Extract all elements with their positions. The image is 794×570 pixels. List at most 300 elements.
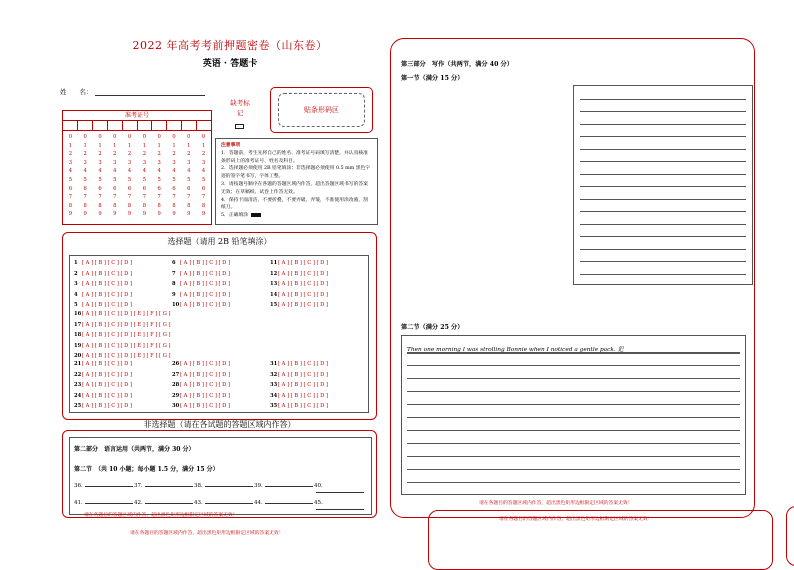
answer-options[interactable]: [ A ] [ B ] [ C ] [ D ]	[180, 281, 231, 287]
question-row[interactable]	[74, 311, 171, 317]
exam-id-digit[interactable]: 0	[127, 134, 132, 140]
question-number: 30	[172, 403, 180, 409]
exam-id-digit[interactable]: 3	[83, 159, 87, 166]
blank-number: 42.	[134, 500, 143, 506]
exam-id-digit[interactable]: 4	[127, 168, 132, 175]
question-number: 1	[74, 260, 78, 266]
writing-line[interactable]	[580, 161, 746, 162]
writing-line[interactable]	[407, 378, 740, 379]
exam-id-digit[interactable]: 4	[187, 168, 191, 175]
notice-fill-label: 5．正确填涂	[221, 213, 249, 219]
exam-id-digit[interactable]: 7	[83, 194, 87, 201]
blank-line[interactable]	[85, 503, 133, 504]
exam-id-digit[interactable]: 6	[201, 185, 206, 192]
exam-id-digit[interactable]: 5	[157, 176, 161, 183]
part3-title: 第三部分 写作（共两节，满分 40 分）	[401, 61, 513, 68]
multiple-choice-title: 选择题（请用 2B 铅笔填涂）	[167, 237, 272, 246]
exam-id-digit[interactable]: 7	[68, 194, 73, 201]
exam-id-digit[interactable]: 1	[157, 142, 161, 149]
writing-line[interactable]	[580, 149, 746, 150]
exam-id-digit[interactable]: 3	[142, 159, 147, 166]
exam-id-digit[interactable]: 1	[127, 142, 132, 149]
exam-id-digit[interactable]: 3	[201, 159, 206, 166]
writing-line[interactable]	[580, 99, 746, 100]
exam-id-digit[interactable]: 2	[187, 151, 191, 158]
writing-line[interactable]	[407, 365, 740, 366]
non-choice-title: 非选择题（请在各试题的答题区域内作答）	[143, 420, 296, 429]
exam-id-digit[interactable]: 5	[113, 176, 117, 183]
exam-id-digit[interactable]: 7	[201, 194, 206, 201]
exam-id-digit[interactable]: 5	[172, 176, 176, 183]
exam-id-column[interactable]	[167, 133, 182, 219]
exam-id-digit[interactable]: 2	[201, 151, 206, 158]
question-number: 4	[74, 291, 78, 298]
question-number: 13	[270, 281, 278, 287]
question-number: 26	[172, 361, 180, 367]
question-number: 33	[270, 382, 278, 388]
answer-options[interactable]: [ A ] [ B ] [ C ] [ D ]	[82, 291, 133, 298]
fill-blank[interactable]	[314, 483, 371, 495]
exam-id-digit[interactable]: 1	[142, 142, 147, 149]
exam-id-digit[interactable]: 1	[83, 142, 87, 149]
question-row[interactable]	[270, 393, 328, 399]
answer-options[interactable]: [ A ] [ B ] [ C ] [ D ]	[278, 291, 329, 298]
answer-options[interactable]: [ A ] [ B ] [ C ] [ D ]	[180, 291, 231, 298]
exam-id-digit[interactable]: 2	[113, 151, 117, 158]
exam-id-digit[interactable]: 0	[187, 134, 191, 140]
exam-id-digit[interactable]: 8	[172, 202, 176, 209]
exam-id-digit[interactable]: 6	[157, 185, 161, 192]
answer-options[interactable]: [ A ] [ B ] [ C ] [ D ] [ E ] [ F ] [ G ]	[82, 321, 171, 328]
notice-line: 2．选择题必须使用 2B 铅笔填涂；非选择题必须使用 0.5 mm 黑色字迹的签字笔书写，字体工整。	[221, 166, 371, 180]
exam-id-digit[interactable]: 0	[113, 134, 117, 140]
exam-id-digit[interactable]: 4	[98, 168, 102, 175]
question-number: 31	[270, 361, 278, 367]
exam-id-digit[interactable]: 9	[201, 211, 206, 218]
exam-id-digit[interactable]: 9	[172, 211, 176, 218]
question-number: 5	[74, 302, 78, 308]
answer-options[interactable]: [ A ] [ B ] [ C ] [ D ]	[278, 361, 329, 367]
exam-id-digit[interactable]: 9	[157, 211, 161, 218]
question-row[interactable]	[172, 393, 230, 399]
exam-id-column[interactable]	[196, 133, 211, 219]
writing-line[interactable]	[407, 391, 740, 392]
question-row[interactable]	[270, 361, 328, 367]
writing-section2-title: 第二节（满分 25 分）	[401, 324, 464, 331]
exam-id-digit[interactable]: 7	[187, 194, 191, 201]
blank-number: 36.	[74, 483, 83, 489]
exam-id-digit[interactable]: 1	[98, 142, 102, 149]
non-choice-box	[69, 437, 372, 515]
writing1-box[interactable]	[573, 85, 753, 285]
question-row[interactable]	[74, 322, 171, 328]
answer-options[interactable]: [ A ] [ B ] [ C ] [ D ]	[278, 382, 329, 388]
question-row[interactable]	[74, 260, 132, 266]
blank-number: 37.	[134, 483, 143, 489]
question-number: 6	[172, 260, 176, 266]
writing-section1-title: 第一节（满分 15 分）	[401, 75, 464, 82]
exam-id-digit[interactable]: 1	[113, 142, 117, 149]
question-row[interactable]	[74, 271, 132, 277]
exam-id-digit[interactable]: 5	[127, 176, 132, 183]
writing2-box[interactable]	[401, 335, 746, 495]
blank-number: 39.	[254, 483, 263, 489]
question-number: 19	[74, 342, 82, 349]
exam-id-digit[interactable]: 8	[142, 202, 147, 209]
exam-id-digit[interactable]: 6	[68, 185, 73, 192]
blank-number: 45.	[314, 500, 323, 506]
exam-id-digit[interactable]: 8	[201, 202, 206, 209]
exam-id-digit[interactable]: 0	[68, 134, 73, 140]
writing-line[interactable]	[580, 261, 746, 262]
exam-id-digit[interactable]: 6	[98, 185, 102, 192]
writing-line[interactable]	[580, 111, 746, 112]
exam-id-digit[interactable]: 8	[113, 202, 117, 209]
answer-options[interactable]: [ A ] [ B ] [ C ] [ D ]	[180, 382, 231, 388]
question-row[interactable]	[74, 281, 132, 287]
answer-options[interactable]: [ A ] [ B ] [ C ] [ D ] [ E ] [ F ] [ G ]	[82, 353, 171, 359]
exam-id-digit[interactable]: 3	[172, 159, 176, 166]
exam-id-digit[interactable]: 5	[201, 176, 206, 183]
fill-blank[interactable]	[194, 483, 253, 489]
writing-line[interactable]	[580, 186, 746, 187]
exam-id-digit[interactable]: 8	[157, 202, 161, 209]
question-number: 3	[74, 281, 78, 287]
exam-id-digit[interactable]: 4	[172, 168, 176, 175]
writing-section	[390, 38, 755, 518]
exam-id-column[interactable]	[152, 133, 167, 219]
question-row[interactable]	[270, 302, 328, 308]
exam-id-digit[interactable]: 8	[83, 202, 87, 209]
question-number: 10	[172, 302, 180, 308]
answer-options[interactable]: [ A ] [ B ] [ C ] [ D ]	[82, 281, 133, 287]
answer-options[interactable]: [ A ] [ B ] [ C ] [ D ]	[82, 392, 133, 399]
blank-line[interactable]	[265, 486, 313, 487]
writing-line[interactable]	[580, 174, 746, 175]
exam-id-digit[interactable]: 2	[142, 151, 147, 158]
exam-id-digit[interactable]: 9	[113, 211, 117, 218]
question-row[interactable]	[74, 372, 132, 378]
writing-line[interactable]	[580, 124, 746, 125]
exam-id-digit[interactable]: 6	[142, 185, 147, 192]
exam-id-digit[interactable]: 1	[187, 142, 191, 149]
question-row[interactable]	[172, 372, 230, 378]
barcode-label: 贴条形码区	[278, 93, 365, 127]
blank-number: 41.	[74, 500, 83, 506]
exam-id-digit[interactable]: 9	[142, 211, 147, 218]
answer-options[interactable]: [ A ] [ B ] [ C ] [ D ]	[82, 403, 133, 409]
question-number: 32	[270, 371, 278, 378]
question-row[interactable]	[172, 281, 230, 287]
exam-id-digit[interactable]: 2	[68, 151, 73, 158]
exam-id-digit[interactable]: 6	[113, 185, 117, 192]
exam-id-column[interactable]	[78, 133, 93, 219]
blank-line[interactable]	[205, 503, 253, 504]
answer-options[interactable]: [ A ] [ B ] [ C ] [ D ] [ E ] [ F ] [ G ]	[82, 311, 171, 317]
section2-title: 第二节 （共 10 小题；每小题 1.5 分，满分 15 分）	[74, 466, 219, 473]
writing-line[interactable]	[407, 404, 740, 405]
writing-line[interactable]	[580, 274, 746, 275]
exam-id-digit[interactable]: 0	[83, 134, 87, 140]
blank-line[interactable]	[145, 486, 193, 487]
exam-id-digit[interactable]: 0	[157, 134, 161, 140]
exam-id-digit[interactable]: 3	[68, 159, 73, 166]
question-number: 17	[74, 321, 82, 328]
exam-id-column[interactable]	[122, 133, 137, 219]
blank-line[interactable]	[265, 503, 313, 504]
answer-options[interactable]: [ A ] [ B ] [ C ] [ D ]	[278, 403, 329, 409]
essay-start-text: Then one morning I was strolling Bonnie when I noticed a gentle pack. 犯	[407, 344, 740, 354]
question-number: 22	[74, 371, 82, 378]
exam-id-boxes[interactable]	[63, 121, 211, 131]
exam-id-digit[interactable]: 5	[142, 176, 147, 183]
question-row[interactable]	[172, 361, 230, 367]
writing-line[interactable]	[407, 482, 740, 483]
warning-text: 请在各题目的答题区域内作答，超出黑色矩形边框限定区域的答案无效！	[130, 531, 284, 536]
question-number: 29	[172, 392, 180, 399]
answer-options[interactable]: [ A ] [ B ] [ C ] [ D ]	[180, 302, 231, 308]
exam-id-digit[interactable]: 5	[68, 176, 73, 183]
answer-options[interactable]: [ A ] [ B ] [ C ] [ D ]	[278, 270, 329, 277]
exam-id-digit[interactable]: 0	[201, 134, 206, 140]
exam-id-digit[interactable]: 3	[157, 159, 161, 166]
answer-options[interactable]: [ A ] [ B ] [ C ] [ D ] [ E ] [ F ] [ G ]	[82, 342, 171, 349]
blank-line[interactable]	[316, 509, 364, 510]
question-row[interactable]	[270, 372, 328, 378]
exam-id-digit[interactable]: 4	[201, 168, 206, 175]
fill-blank[interactable]	[134, 500, 193, 506]
exam-id-digit[interactable]: 8	[68, 202, 73, 209]
page-subtitle: 英语 · 答题卡	[202, 59, 258, 69]
writing-line[interactable]	[580, 136, 746, 137]
question-number: 11	[270, 260, 278, 266]
exam-id-column[interactable]	[181, 133, 196, 219]
answer-options[interactable]: [ A ] [ B ] [ C ] [ D ]	[82, 382, 133, 388]
page-title: 2022 年高考考前押题密卷（山东卷）	[132, 39, 328, 52]
blank-line[interactable]	[145, 503, 193, 504]
exam-id-digit[interactable]: 8	[98, 202, 102, 209]
exam-id-digit[interactable]: 1	[172, 142, 176, 149]
exam-id-column[interactable]	[63, 133, 78, 219]
question-row[interactable]	[172, 260, 230, 266]
exam-id-digit[interactable]: 9	[127, 211, 132, 218]
multiple-choice-grid	[69, 255, 369, 413]
writing-line[interactable]	[407, 456, 740, 457]
writing-line[interactable]	[407, 417, 740, 418]
question-row[interactable]	[270, 292, 328, 298]
question-number: 34	[270, 392, 278, 399]
exam-id-digit[interactable]: 0	[98, 134, 102, 140]
writing-line[interactable]	[580, 249, 746, 250]
exam-id-digit[interactable]: 7	[157, 194, 161, 201]
exam-id-digit[interactable]: 3	[113, 159, 117, 166]
answer-options[interactable]: [ A ] [ B ] [ C ] [ D ]	[278, 260, 329, 266]
answer-options[interactable]: [ A ] [ B ] [ C ] [ D ]	[82, 361, 133, 367]
name-field[interactable]	[95, 95, 205, 96]
exam-id-column[interactable]	[107, 133, 122, 219]
question-row[interactable]	[74, 343, 171, 349]
answer-options[interactable]: [ A ] [ B ] [ C ] [ D ]	[180, 361, 231, 367]
exam-id-digit[interactable]: 1	[201, 142, 206, 149]
blank-number: 38.	[194, 483, 203, 489]
question-number: 14	[270, 291, 278, 298]
question-number: 16	[74, 311, 82, 317]
exam-id-column[interactable]	[93, 133, 108, 219]
writing-line[interactable]	[580, 211, 746, 212]
exam-id-digit[interactable]: 2	[172, 151, 176, 158]
exam-id-digit[interactable]: 4	[157, 168, 161, 175]
writing-line[interactable]	[407, 443, 740, 444]
question-number: 24	[74, 392, 82, 399]
question-row[interactable]	[172, 302, 230, 308]
answer-options[interactable]: [ A ] [ B ] [ C ] [ D ]	[278, 281, 329, 287]
blank-number: 40.	[314, 483, 323, 489]
exam-id-digit[interactable]: 7	[98, 194, 102, 201]
question-row[interactable]	[172, 403, 230, 409]
question-number: 27	[172, 371, 180, 378]
answer-options[interactable]: [ A ] [ B ] [ C ] [ D ] [ E ] [ F ] [ G ]	[82, 332, 171, 338]
question-row[interactable]	[74, 382, 132, 388]
question-row[interactable]	[270, 403, 328, 409]
exam-id-digit[interactable]: 2	[157, 151, 161, 158]
exam-id-digit[interactable]: 7	[113, 194, 117, 201]
exam-id-digit[interactable]: 4	[83, 168, 87, 175]
exam-id-grid	[62, 110, 212, 225]
question-row[interactable]	[172, 292, 230, 298]
question-number: 9	[172, 291, 176, 298]
fill-blank[interactable]	[74, 483, 133, 489]
question-number: 20	[74, 353, 82, 359]
question-number: 21	[74, 361, 82, 367]
exam-id-digit[interactable]: 3	[187, 159, 191, 166]
question-number: 18	[74, 332, 82, 338]
answer-options[interactable]: [ A ] [ B ] [ C ] [ D ]	[180, 403, 231, 409]
answer-options[interactable]: [ A ] [ B ] [ C ] [ D ]	[180, 260, 231, 266]
exam-id-digit[interactable]: 0	[172, 134, 176, 140]
fill-blank[interactable]	[74, 500, 133, 506]
exam-id-column[interactable]	[137, 133, 152, 219]
question-row[interactable]	[172, 271, 230, 277]
warning-text: 请在各题目的答题区域内作答，超出黑色矩形边框限定区域的答案无效！	[84, 513, 238, 518]
writing-line[interactable]	[580, 224, 746, 225]
notice-line: 3．请按题号顺序在各题的答题区域内作答，超出答题区域书写的答案无效；在草稿纸、试卷上作答无效。	[221, 181, 368, 195]
exam-id-digit[interactable]: 5	[98, 176, 102, 183]
fill-blank[interactable]	[254, 483, 313, 489]
fill-blank[interactable]	[194, 500, 253, 506]
writing-line[interactable]	[407, 430, 740, 431]
blank-number: 44.	[254, 500, 263, 506]
question-number: 28	[172, 382, 180, 388]
exam-id-digit[interactable]: 2	[127, 151, 132, 158]
question-row[interactable]	[74, 332, 171, 338]
question-row[interactable]	[172, 382, 230, 388]
exam-id-digit[interactable]: 6	[172, 185, 176, 192]
exam-id-digit[interactable]: 2	[98, 151, 102, 158]
question-row[interactable]	[74, 393, 132, 399]
absent-label: 缺考标记	[230, 99, 250, 117]
question-row[interactable]	[270, 281, 328, 287]
answer-options[interactable]: [ A ] [ B ] [ C ] [ D ]	[278, 371, 329, 378]
exam-id-digit[interactable]: 9	[98, 211, 102, 218]
fill-blank[interactable]	[254, 500, 313, 506]
exam-id-digit[interactable]: 7	[127, 194, 132, 201]
answer-options[interactable]: [ A ] [ B ] [ C ] [ D ]	[82, 302, 133, 308]
exam-id-digit[interactable]: 9	[83, 211, 87, 218]
part2-title: 第二部分 语言运用（共两节，满分 30 分）	[74, 446, 195, 453]
exam-id-digit[interactable]: 0	[142, 134, 147, 140]
exam-id-digit[interactable]: 6	[83, 185, 87, 192]
exam-id-digit[interactable]: 6	[187, 185, 191, 192]
question-row[interactable]	[74, 292, 132, 298]
answer-options[interactable]: [ A ] [ B ] [ C ] [ D ]	[180, 371, 231, 378]
question-number: 12	[270, 270, 278, 277]
exam-id-digit[interactable]: 3	[98, 159, 102, 166]
exam-id-digit[interactable]: 8	[187, 202, 191, 209]
notice-title: 注意事项	[221, 142, 241, 148]
edge-frame	[786, 506, 794, 566]
exam-id-digit[interactable]: 5	[83, 176, 87, 183]
question-number: 7	[172, 270, 176, 277]
question-row[interactable]	[270, 260, 328, 266]
writing-line[interactable]	[580, 236, 746, 237]
question-row[interactable]	[74, 353, 171, 359]
exam-id-digit[interactable]: 3	[127, 159, 132, 166]
exam-id-digit[interactable]: 4	[68, 168, 73, 175]
question-row[interactable]	[74, 361, 132, 367]
question-row[interactable]	[74, 403, 132, 409]
question-number: 23	[74, 382, 82, 388]
exam-id-digits[interactable]	[63, 133, 211, 219]
exam-id-digit[interactable]: 9	[68, 211, 73, 218]
answer-options[interactable]: [ A ] [ B ] [ C ] [ D ]	[278, 302, 329, 308]
writing-line[interactable]	[407, 352, 740, 353]
writing-line[interactable]	[407, 469, 740, 470]
filled-sample-icon	[251, 213, 261, 217]
warning-text: 请在各题目的答题区域内作答，超出黑色矩形边框限定区域的答案无效！	[499, 517, 653, 522]
answer-options[interactable]: [ A ] [ B ] [ C ] [ D ]	[278, 392, 329, 399]
blank-line[interactable]	[85, 486, 133, 487]
question-row[interactable]	[270, 382, 328, 388]
exam-id-digit[interactable]: 7	[142, 194, 147, 201]
answer-options[interactable]: [ A ] [ B ] [ C ] [ D ]	[180, 270, 231, 277]
exam-id-digit[interactable]: 6	[127, 185, 132, 192]
question-number: 15	[270, 302, 278, 308]
question-row[interactable]	[270, 271, 328, 277]
blank-line[interactable]	[316, 492, 364, 493]
exam-id-digit[interactable]: 7	[172, 194, 176, 201]
exam-id-digit[interactable]: 9	[187, 211, 191, 218]
exam-id-digit[interactable]: 4	[142, 168, 147, 175]
exam-id-digit[interactable]: 8	[127, 202, 132, 209]
answer-options[interactable]: [ A ] [ B ] [ C ] [ D ]	[180, 392, 231, 399]
exam-id-digit[interactable]: 4	[113, 168, 117, 175]
notice-line: 4．保持卡面清洁，不要折叠，不要弄破、弄皱，不准使用涂改液、刮纸刀。	[221, 197, 368, 211]
exam-id-digit[interactable]: 2	[83, 151, 87, 158]
answer-options[interactable]: [ A ] [ B ] [ C ] [ D ]	[82, 270, 133, 277]
exam-id-digit[interactable]: 1	[68, 142, 73, 149]
exam-id-digit[interactable]: 5	[187, 176, 191, 183]
absent-checkbox[interactable]	[235, 124, 244, 129]
non-choice-section	[62, 430, 377, 518]
answer-options[interactable]: [ A ] [ B ] [ C ] [ D ]	[82, 371, 133, 378]
answer-options[interactable]: [ A ] [ B ] [ C ] [ D ]	[82, 260, 133, 266]
fill-blank[interactable]	[134, 483, 193, 489]
writing-line[interactable]	[580, 199, 746, 200]
blank-line[interactable]	[205, 486, 253, 487]
question-row[interactable]	[74, 302, 132, 308]
fill-blank[interactable]	[314, 500, 371, 512]
notice-box	[215, 138, 378, 225]
